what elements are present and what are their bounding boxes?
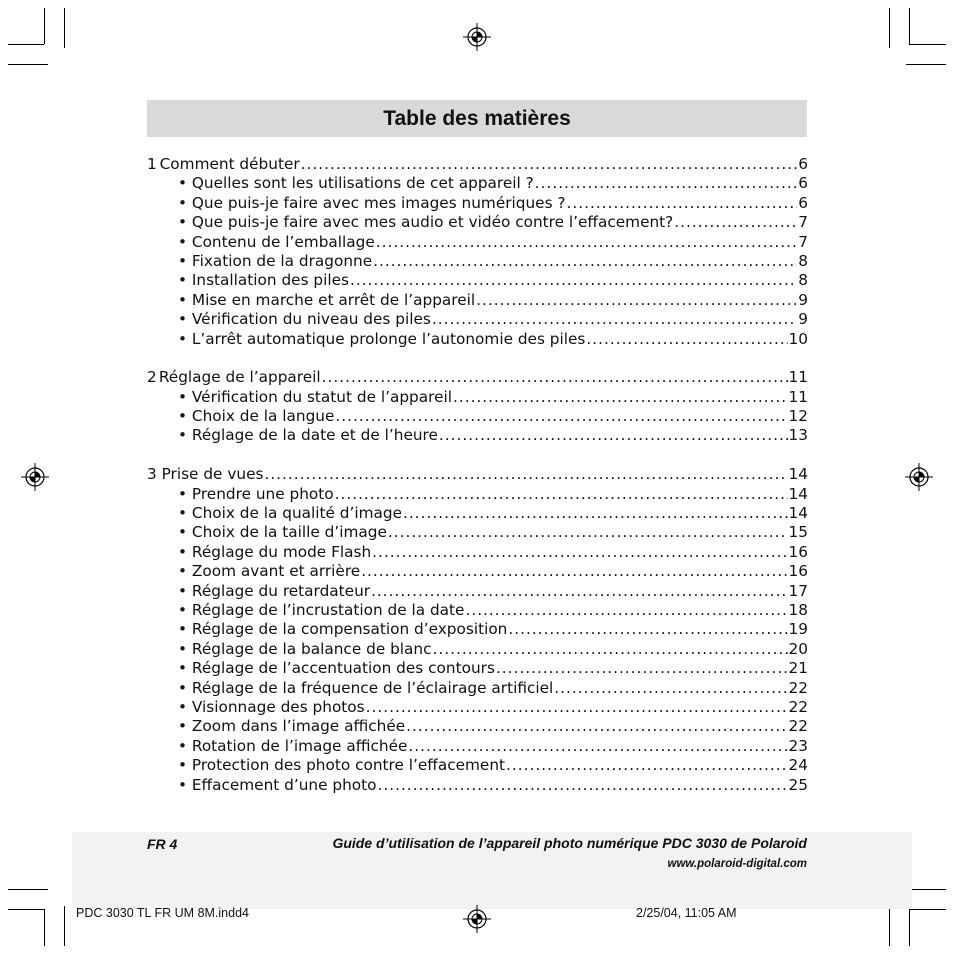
toc-subentry — [147, 310, 808, 329]
dot-leader — [508, 620, 787, 639]
toc-entry-label: • Choix de la qualité d’image — [178, 504, 403, 523]
dot-leader — [371, 582, 787, 601]
dot-leader — [453, 388, 788, 407]
dot-leader — [586, 330, 787, 349]
toc-subentry — [147, 582, 808, 601]
toc-page-number: 13 — [788, 426, 808, 445]
toc-page-number: 18 — [788, 600, 808, 619]
toc-entry-label: • Que puis-je faire avec mes audio et vidéo contre l’effacement? — [178, 213, 674, 232]
dot-leader — [376, 233, 797, 252]
slug-page: 4 — [242, 906, 249, 920]
toc-subentry — [147, 717, 808, 736]
toc-entry-label: • Rotation de l’image affichée — [178, 736, 408, 755]
toc-page-number: 22 — [788, 678, 808, 697]
toc-page-number: 25 — [788, 775, 808, 794]
toc-subentry — [147, 776, 808, 795]
crop-mark — [909, 909, 910, 946]
toc-entry-label: • Mise en marche et arrêt de l’appareil — [178, 290, 476, 309]
toc-page-number: 14 — [788, 484, 808, 503]
toc-subentry — [147, 640, 808, 659]
dot-leader — [465, 601, 787, 620]
toc-entry-label: • Contenu de l’emballage — [178, 232, 375, 251]
toc-page-number: 22 — [788, 697, 808, 716]
toc-entry-label: • Réglage de la fréquence de l’éclairage artificiel — [178, 678, 554, 697]
toc-section-number: 1 — [147, 155, 157, 173]
dot-leader — [388, 523, 788, 542]
toc-page-number: 6 — [798, 174, 808, 193]
toc-page-number: 15 — [788, 523, 808, 542]
toc-page-number: 16 — [788, 542, 808, 561]
footer-guide-title: Guide d’utilisation de l’appareil photo numérique PDC 3030 de Polaroid — [332, 835, 807, 851]
toc-subentry — [147, 252, 808, 271]
dot-leader — [366, 698, 788, 717]
toc-entry-label: Comment débuter — [159, 155, 300, 173]
slug-filename: PDC 3030 TL FR UM 8M.indd — [76, 906, 243, 920]
crop-mark — [906, 889, 946, 890]
toc-subentry — [147, 330, 808, 349]
toc-entry-label: • Visionnage des photos — [178, 697, 365, 716]
toc-subentry — [147, 679, 808, 698]
dot-leader — [350, 271, 797, 290]
toc-subentry — [147, 485, 808, 504]
dot-leader — [567, 194, 798, 213]
toc-entry-label: • Zoom avant et arrière — [178, 562, 361, 581]
crop-mark — [8, 44, 44, 45]
toc-entry-label: • Quelles sont les utilisations de cet appareil ? — [178, 174, 534, 193]
crop-mark — [8, 64, 48, 65]
crop-mark — [8, 909, 44, 910]
toc-entry-label: • Choix de la langue — [178, 407, 335, 426]
dot-leader — [264, 465, 787, 484]
toc-entry-label: • Réglage de la compensation d’exposition — [178, 620, 508, 639]
toc-subentry — [147, 174, 808, 193]
toc-entry-label: • Installation des piles — [178, 271, 350, 290]
dot-leader — [406, 717, 787, 736]
toc-page-number: 17 — [788, 581, 808, 600]
crop-mark — [8, 889, 48, 890]
crop-mark — [909, 44, 946, 45]
registration-mark-left-icon — [21, 463, 49, 491]
toc-entry-label: 3 Prise de vues — [147, 465, 264, 484]
toc-subentry — [147, 659, 808, 678]
dot-leader — [322, 368, 788, 387]
toc-subentry — [147, 523, 808, 542]
registration-mark-right-icon — [905, 463, 933, 491]
toc-section-entry — [147, 368, 808, 387]
dot-leader — [496, 659, 788, 678]
dot-leader — [433, 640, 788, 659]
toc-page-number: 19 — [788, 620, 808, 639]
toc-page-number: 21 — [788, 659, 808, 678]
toc-subentry — [147, 562, 808, 581]
toc-entry-label: • Que puis-je faire avec mes images numériques ? — [178, 193, 566, 212]
toc-page-number: 6 — [798, 155, 808, 173]
toc-page-number: 20 — [788, 639, 808, 658]
toc-page-number: 9 — [798, 290, 808, 309]
toc-entry-label: • Réglage de l’accentuation des contours — [178, 659, 495, 678]
dot-leader — [476, 291, 797, 310]
toc-section-entry — [147, 155, 808, 174]
dot-leader — [335, 485, 788, 504]
dot-leader — [301, 155, 798, 174]
slug-datetime: 2/25/04, 11:05 AM — [636, 906, 737, 920]
crop-mark — [44, 8, 45, 44]
toc-entry-label: • Choix de la taille d’image — [178, 523, 387, 542]
toc-entry-label: • Zoom dans l’image affichée — [178, 717, 406, 736]
crop-mark — [906, 64, 946, 65]
table-of-contents — [147, 155, 808, 795]
toc-subentry — [147, 620, 808, 639]
dot-leader — [361, 562, 787, 581]
toc-page-number: 23 — [788, 736, 808, 755]
crop-mark — [889, 8, 890, 48]
dot-leader — [335, 407, 787, 426]
toc-subentry — [147, 271, 808, 290]
toc-page-number: 22 — [788, 717, 808, 736]
toc-entry-label: • Prendre une photo — [178, 484, 334, 503]
toc-entry-label: • Réglage du mode Flash — [178, 542, 372, 561]
dot-leader — [378, 776, 788, 795]
registration-mark-bottom-icon — [463, 905, 491, 933]
page-title: Table des matières — [383, 106, 571, 130]
toc-subentry — [147, 737, 808, 756]
toc-page-number: 24 — [788, 756, 808, 775]
dot-leader — [674, 213, 797, 232]
slug-file — [76, 906, 249, 920]
toc-page-number: 6 — [798, 193, 808, 212]
toc-subentry — [147, 698, 808, 717]
toc-page-number: 12 — [788, 407, 808, 426]
dot-leader — [408, 737, 787, 756]
title-bar — [147, 100, 807, 137]
toc-page-number: 10 — [788, 329, 808, 348]
toc-page-number: 7 — [798, 232, 808, 251]
toc-page-number: 11 — [788, 368, 808, 387]
toc-subentry — [147, 407, 808, 426]
crop-mark — [44, 909, 45, 946]
toc-entry-label: • Réglage de la balance de blanc — [178, 639, 432, 658]
toc-subentry — [147, 388, 808, 407]
dot-leader — [439, 426, 788, 445]
toc-page-number: 16 — [788, 562, 808, 581]
footer-url: www.polaroid-digital.com — [667, 858, 807, 870]
crop-mark — [64, 8, 65, 48]
dot-leader — [432, 310, 797, 329]
toc-subentry — [147, 213, 808, 232]
toc-subentry — [147, 194, 808, 213]
toc-entry-label: • Vérification du statut de l’appareil — [178, 387, 452, 406]
toc-entry-label: • Réglage du retardateur — [178, 581, 371, 600]
toc-page-number: 8 — [798, 251, 808, 270]
toc-entry-label: • Effacement d’une photo — [178, 775, 377, 794]
toc-entry-label: Réglage de l’appareil — [158, 368, 321, 387]
dot-leader — [403, 504, 788, 523]
dot-leader — [373, 252, 797, 271]
toc-subentry — [147, 756, 808, 775]
dot-leader — [535, 174, 798, 193]
crop-mark — [64, 906, 65, 946]
toc-entry-label: • Fixation de la dragonne — [178, 251, 373, 270]
toc-page-number: 11 — [788, 387, 808, 406]
dot-leader — [372, 543, 787, 562]
footer-page-number: FR 4 — [147, 836, 178, 852]
toc-page-number: 7 — [798, 213, 808, 232]
toc-page-number: 14 — [788, 465, 808, 484]
dot-leader — [506, 756, 788, 775]
toc-subentry — [147, 233, 808, 252]
crop-mark — [889, 906, 890, 946]
crop-mark — [909, 8, 910, 44]
toc-subentry — [147, 543, 808, 562]
toc-subentry — [147, 426, 808, 445]
toc-page-number: 9 — [798, 310, 808, 329]
toc-entry-label: • Protection des photo contre l’effacement — [178, 756, 506, 775]
toc-page-number: 14 — [788, 504, 808, 523]
crop-mark — [909, 909, 946, 910]
toc-page-number: 8 — [798, 271, 808, 290]
toc-entry-label: • L’arrêt automatique prolonge l’autonomie des piles — [178, 329, 586, 348]
toc-subentry — [147, 601, 808, 620]
toc-subentry — [147, 291, 808, 310]
registration-mark-top-icon — [463, 23, 491, 51]
dot-leader — [554, 679, 787, 698]
toc-section-entry — [147, 465, 808, 484]
toc-subentry — [147, 504, 808, 523]
toc-entry-label: • Réglage de l’incrustation de la date — [178, 600, 465, 619]
toc-section-number: 2 — [147, 368, 157, 387]
toc-entry-label: • Réglage de la date et de l’heure — [178, 426, 438, 445]
toc-entry-label: • Vérification du niveau des piles — [178, 310, 431, 329]
